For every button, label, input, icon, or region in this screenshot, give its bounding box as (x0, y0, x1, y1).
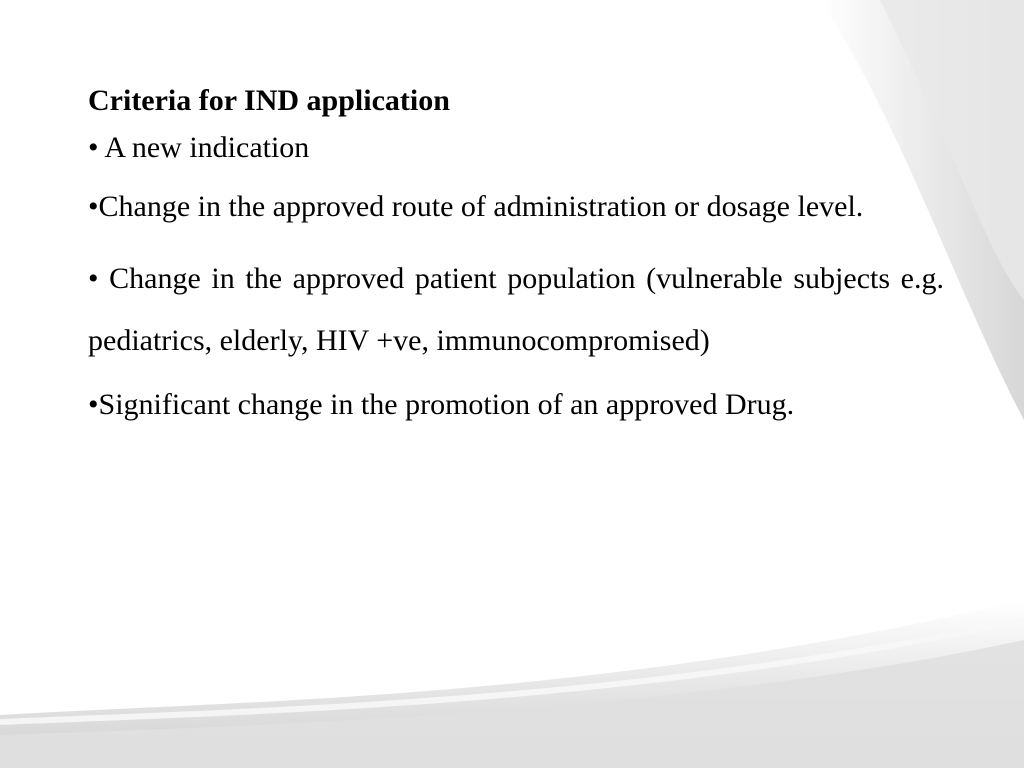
bullet-patient-population-change: • Change in the approved patient population (vulnerable subjects e.g. pediatrics, elderly, HIV +ve, immunocompromised) (88, 262, 944, 357)
bullet-new-indication: • A new indication (88, 131, 310, 164)
slide-title: Criteria for IND application (88, 84, 450, 117)
bullet-route-dosage-change: •Change in the approved route of administration or dosage level. (88, 190, 864, 223)
bullet-promotion-change: •Significant change in the promotion of an approved Drug. (88, 388, 795, 421)
slide-content (88, 78, 944, 438)
